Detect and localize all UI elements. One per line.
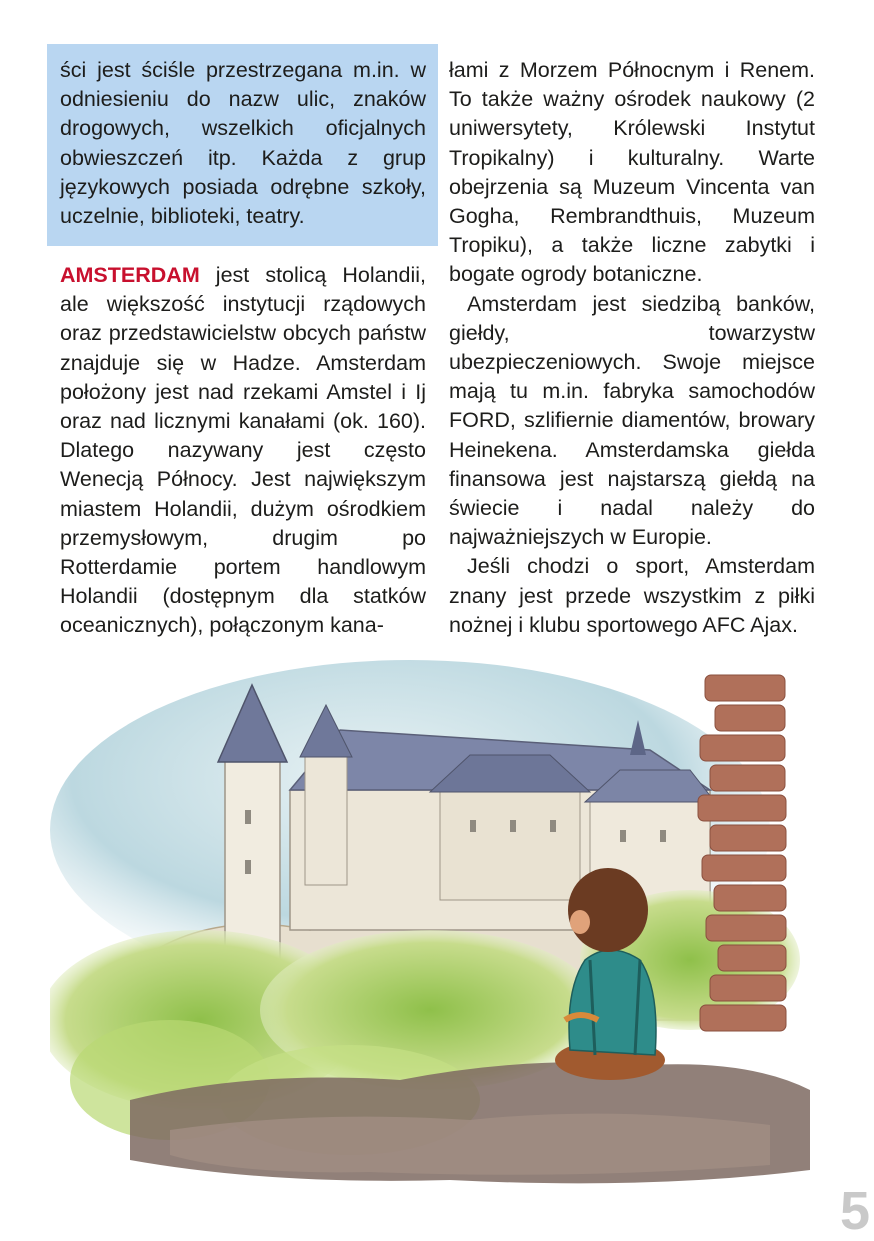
page-number: 5 (839, 1181, 870, 1241)
right-paragraph-3: Jeśli chodzi o sport, Amsterdam znany jest przede wszystkim z piłki nożnej i klubu sportowego AFC Ajax. (449, 554, 815, 637)
amsterdam-paragraph (60, 261, 426, 641)
right-paragraph-1: łami z Morzem Północnym i Renem. To także ważny ośrodek naukowy (2 uniwersytety, Królewski Instytut Tropikalny) i kulturalny. Warte obejrzenia są Muzeum Vincenta van Gogha, Rembrandthuis, Muzeum Tropiku), a także liczne zabytki i bogate ogrody botaniczne. (449, 58, 815, 287)
info-box (60, 56, 426, 231)
right-column (449, 56, 815, 640)
info-box-text: ści jest ściśle przestrzegana m.in. w odniesieniu do nazw ulic, znaków drogowych, wszelkich oficjalnych obwieszczeń itp. Każda z grup językowych posiada odrębne szkoły, uczelnie, biblioteki, teatry. (60, 58, 426, 229)
castle-illustration (50, 660, 830, 1190)
right-paragraph-2: Amsterdam jest siedzibą banków, giełdy, towarzystw ubezpieczeniowych. Swoje miejsce mają tu m.in. fabryka samochodów FORD, szlifiernie diamentów, browary Heinekena. Amsterdamska giełda finansowa jest najstarszą giełdą na świecie i nadal należy do najważniejszych w Europie. (449, 291, 815, 550)
amsterdam-keyword: AMSTERDAM (60, 263, 200, 287)
amsterdam-section (60, 261, 426, 641)
amsterdam-text: jest stolicą Holandii, ale większość instytucji rządowych oraz przedstawicielstw obcych państw znajduje się w Hadze. Amsterdam położony jest nad rzekami Amstel i Ij oraz nad licznymi kanałami (ok. 160). Dlatego nazywany jest często Wenecją Północy. Jest największym miastem Holandii, dużym ośrodkiem przemysłowym, drugim po Rotterdamie portem handlowym Holandii (dostępnym dla statków oceanicznych), połączonym kana- (60, 263, 426, 638)
